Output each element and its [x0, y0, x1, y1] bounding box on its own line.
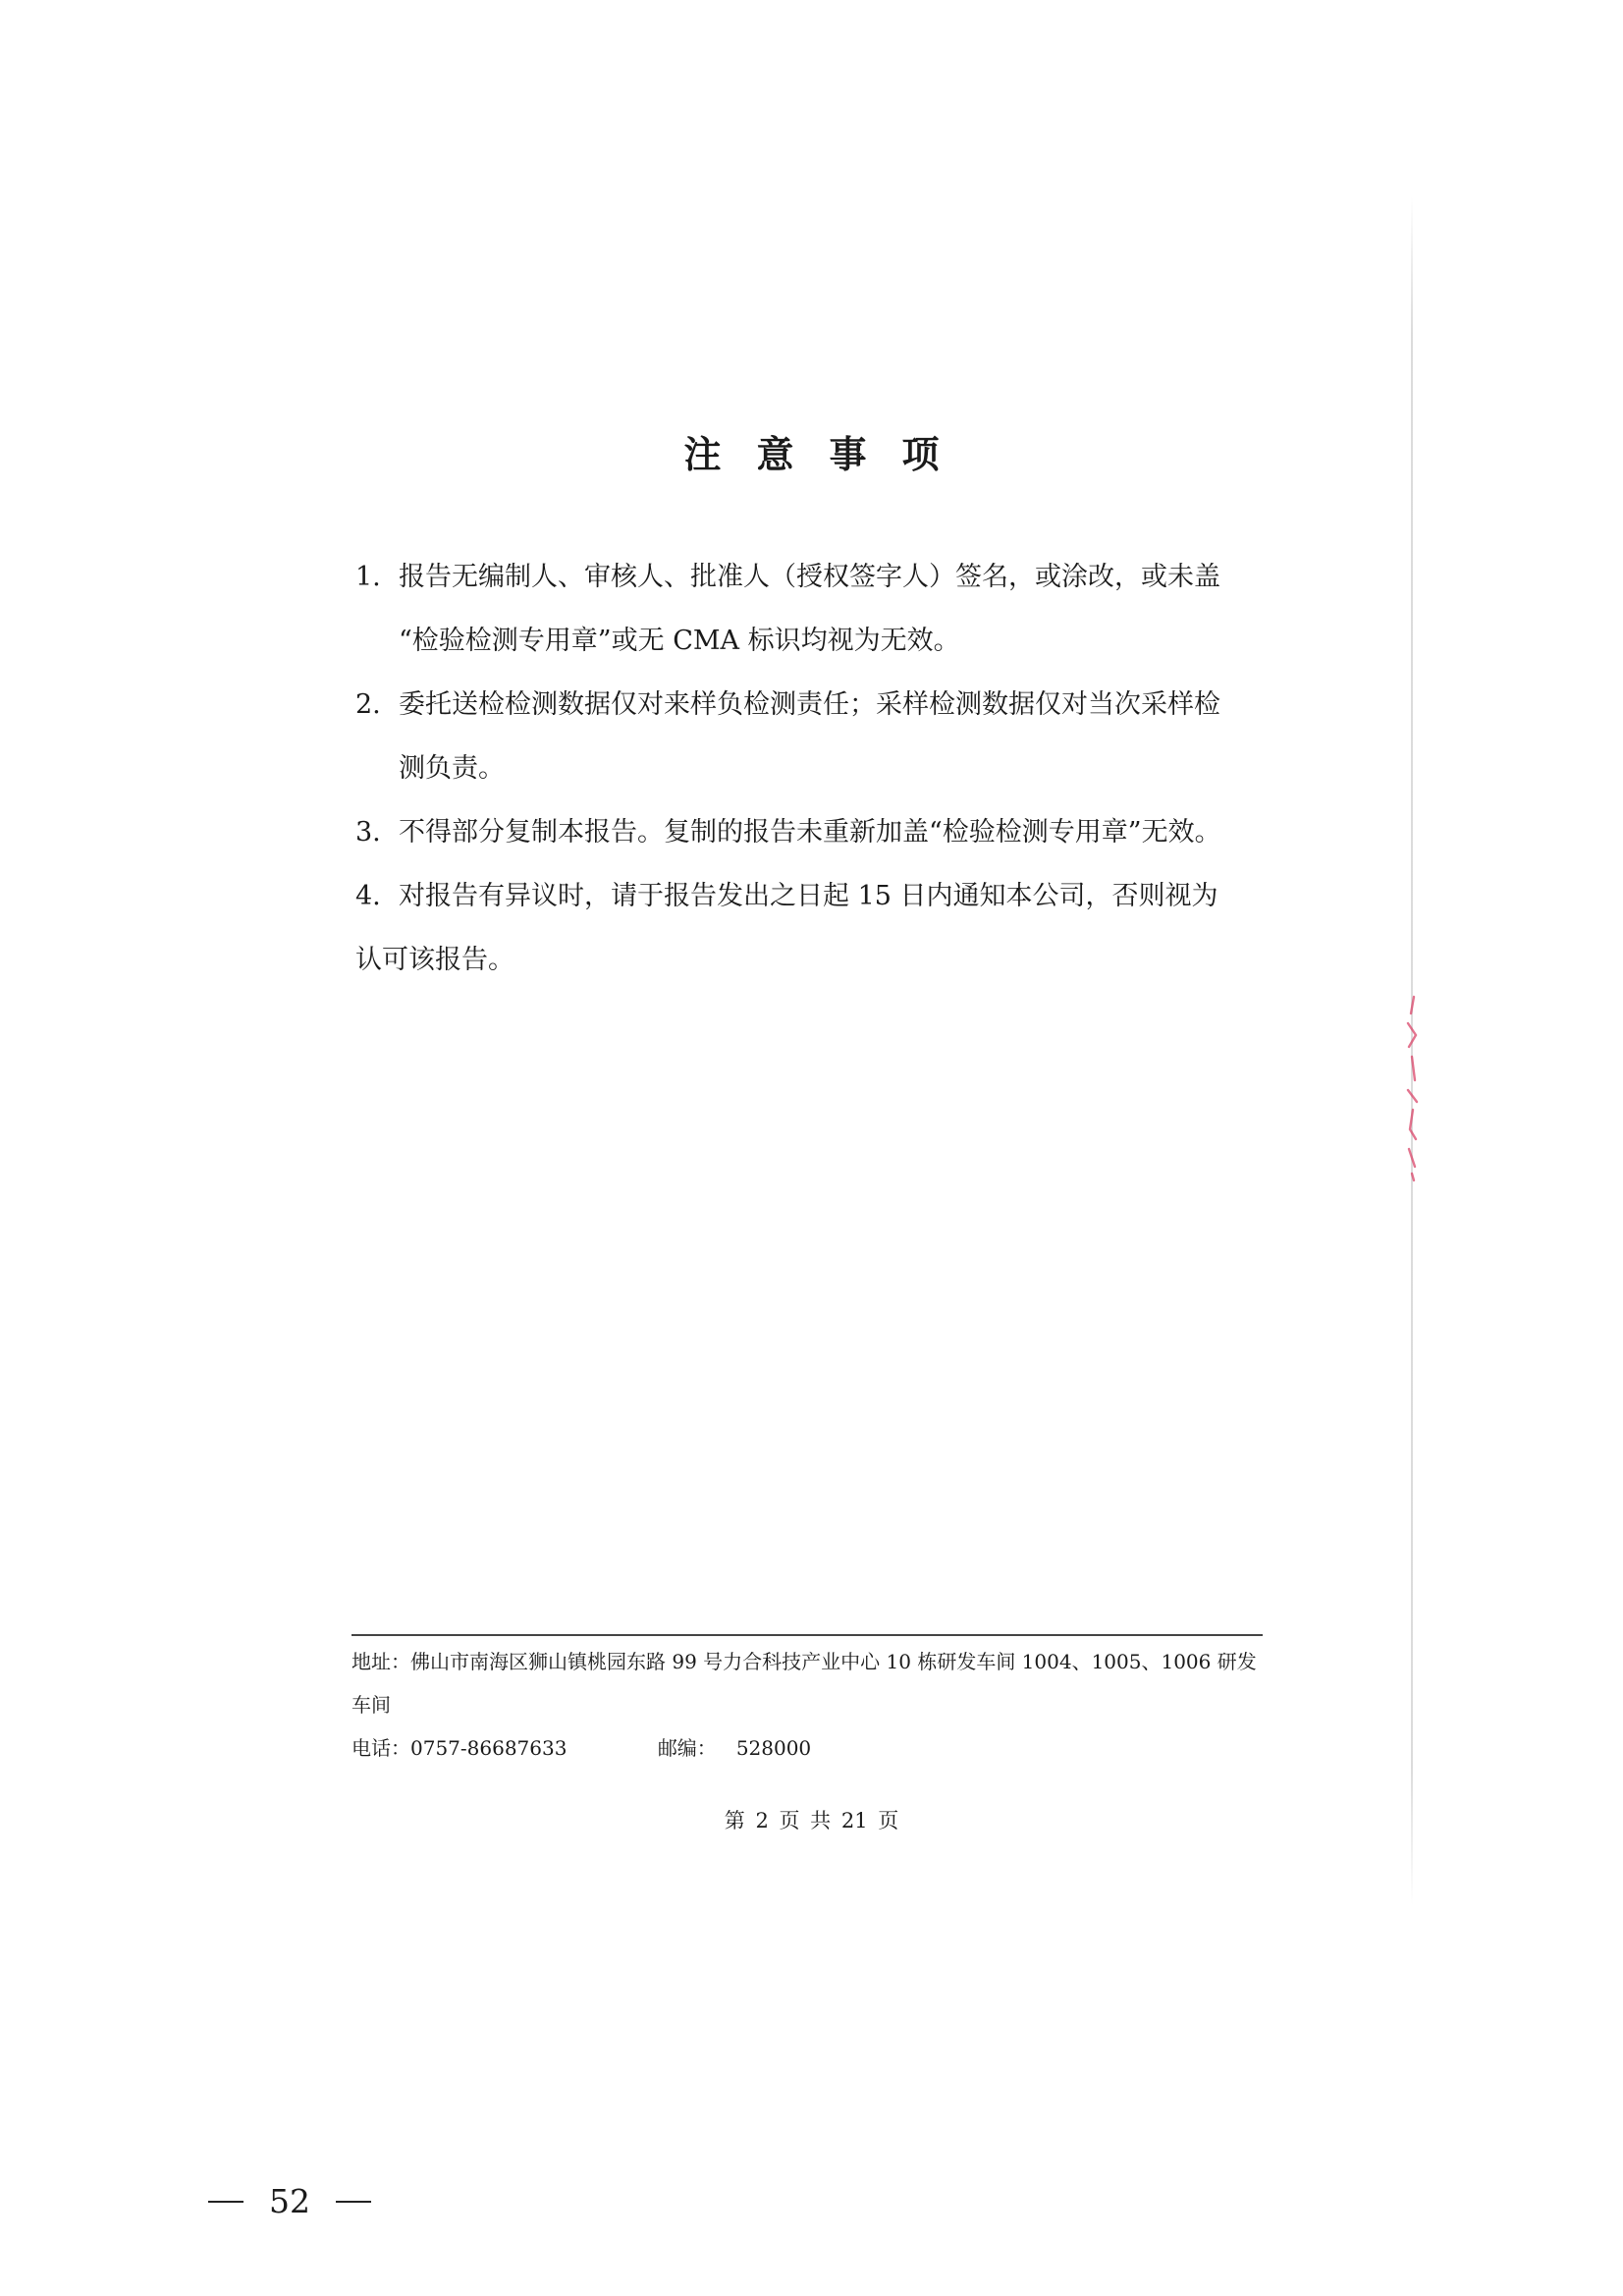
notice-title: 注意事项: [683, 433, 975, 476]
document-page-number: [208, 2182, 371, 2220]
item-text-continued: “检验检测专用章”或无 CMA 标识均视为无效。: [399, 626, 960, 656]
item-number: 2.: [355, 689, 381, 720]
red-seal-fragment: [1402, 992, 1424, 1183]
address-line-continued: 车间: [352, 1693, 391, 1717]
item-text-continued: 测负责。: [399, 753, 505, 784]
notice-list: [355, 545, 1264, 992]
address-label: 地址：: [352, 1650, 410, 1673]
report-page-indicator: 第 2 页 共 21 页: [724, 1809, 899, 1832]
contact-line: [352, 1726, 1263, 1770]
notice-item: [355, 864, 1264, 992]
item-text: 不得部分复制本报告。复制的报告未重新加盖“检验检测专用章”无效。: [399, 817, 1221, 847]
item-number: 3.: [355, 817, 381, 847]
address-text: 佛山市南海区狮山镇桃园东路 99 号力合科技产业中心 10 栋研发车间 1004、1005、1006 研发: [410, 1650, 1257, 1673]
postcode-label: 邮编：: [657, 1736, 717, 1760]
phone-number: 0757-86687633: [410, 1736, 568, 1760]
notice-item: [355, 545, 1264, 673]
item-number: 4.: [355, 881, 381, 911]
item-text-continued: 认可该报告。: [355, 945, 514, 975]
postcode-value: 528000: [735, 1736, 812, 1760]
item-text: 委托送检检测数据仅对来样负检测责任；采样检测数据仅对当次采样检: [399, 689, 1220, 720]
dash-right: [336, 2201, 371, 2203]
notice-item: [355, 800, 1264, 864]
notice-item: [355, 673, 1264, 800]
item-number: 1.: [355, 562, 381, 592]
item-text: 对报告有异议时，请于报告发出之日起 15 日内通知本公司，否则视为: [399, 881, 1218, 911]
page-number-value: 52: [269, 2182, 310, 2220]
dash-left: [208, 2201, 243, 2203]
phone-label: 电话：: [352, 1736, 410, 1760]
address-line: [352, 1640, 1263, 1683]
company-footer: [352, 1634, 1263, 1770]
item-text: 报告无编制人、审核人、批准人（授权签字人）签名，或涂改，或未盖: [399, 562, 1220, 592]
